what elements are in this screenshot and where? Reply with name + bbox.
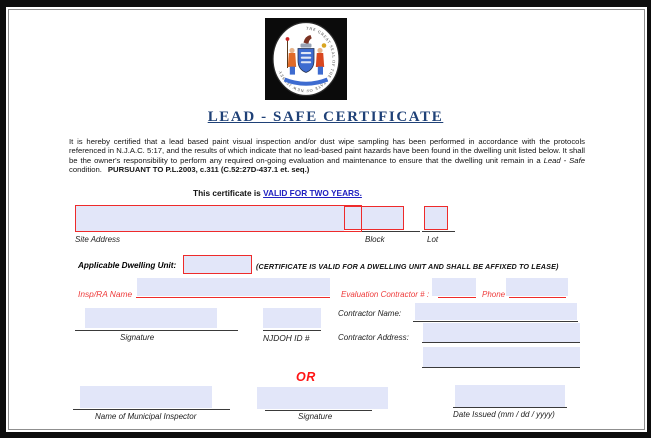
inspector-signature-input[interactable] [85, 308, 217, 328]
lot-underline [422, 231, 455, 232]
njdoh-id-line [263, 330, 321, 331]
dwelling-unit-note: (CERTIFICATE IS VALID FOR A DWELLING UNIT AND SHALL BE AFFIXED TO LEASE) [256, 262, 559, 271]
municipal-signature-line [265, 410, 372, 411]
eval-contractor-input[interactable] [432, 278, 476, 296]
intro-paragraph [69, 137, 585, 175]
insp-ra-name-input[interactable] [137, 278, 330, 296]
contractor-address-line-1 [422, 342, 580, 343]
intro-text-end: condition. [69, 165, 102, 175]
dwelling-unit-input[interactable] [183, 255, 252, 274]
contractor-name-input[interactable] [415, 303, 577, 320]
contractor-address-line-2 [422, 367, 580, 368]
nj-state-seal-icon [265, 18, 347, 100]
phone-input[interactable] [506, 278, 568, 296]
municipal-inspector-line [73, 409, 230, 410]
phone-line [509, 297, 566, 298]
eval-contractor-line [438, 297, 476, 298]
contractor-name-line [413, 321, 578, 322]
svg-text:THE GREAT SEAL OF THE STATE OF: THE GREAT SEAL OF THE STATE OF NEW JERSEY [277, 25, 337, 94]
lot-label: Lot [427, 235, 439, 244]
or-separator: OR [296, 370, 316, 384]
insp-ra-name-label: Insp/RA Name [78, 289, 133, 299]
dwelling-unit-label: Applicable Dwelling Unit: [78, 261, 177, 270]
municipal-signature-label: Signature [298, 412, 333, 421]
contractor-address-input-2[interactable] [423, 347, 580, 367]
inspector-signature-label: Signature [120, 333, 155, 342]
validity-prefix: This certificate is [193, 188, 264, 198]
phone-label: Phone [482, 290, 506, 299]
block-label: Block [365, 235, 385, 244]
eval-contractor-label: Evaluation Contractor # : [341, 290, 430, 299]
block-input[interactable] [344, 206, 404, 230]
njdoh-id-input[interactable] [263, 308, 321, 328]
date-issued-label: Date Issued (mm / dd / yyyy) [453, 410, 555, 419]
municipal-signature-input[interactable] [257, 387, 388, 409]
lead-safe-italic: Lead - Safe [543, 155, 585, 165]
municipal-inspector-label: Name of Municipal Inspector [95, 412, 197, 421]
intro-text: It is hereby certified that a lead based paint visual inspection and/or dust wipe sampling has been performed in accordance with the protocols referenced in N.J.A.C. 5:17, and the results of which indicate that no lead-based paint hazards have been found in the dwelling unit listed below. It shall be the owner's responsibility to perform any required on-going evaluation and maintenance to ensure that the dwelling unit remain in a [69, 137, 585, 165]
contractor-name-label: Contractor Name: [338, 309, 402, 318]
site-address-input[interactable] [75, 205, 344, 232]
nj-state-seal-image [265, 18, 347, 100]
site-address-label: Site Address [75, 235, 121, 244]
date-issued-line [453, 407, 567, 408]
inspector-signature-line [75, 330, 238, 331]
validity-line [193, 188, 362, 198]
date-issued-input[interactable] [455, 385, 565, 407]
pursuant-statute-text: PURSUANT TO P.L.2003, c.311 (C.52:27D-437.1 et. seq.) [107, 165, 310, 175]
municipal-inspector-input[interactable] [80, 386, 212, 408]
valid-two-years-link[interactable]: VALID FOR TWO YEARS. [263, 188, 362, 198]
certificate-title: LEAD - SAFE CERTIFICATE [207, 109, 444, 125]
lot-input[interactable] [424, 206, 448, 230]
njdoh-id-label: NJDOH ID # [263, 333, 310, 343]
insp-ra-name-line [136, 297, 330, 298]
contractor-address-input-1[interactable] [423, 323, 580, 343]
contractor-address-label: Contractor Address: [338, 333, 409, 342]
